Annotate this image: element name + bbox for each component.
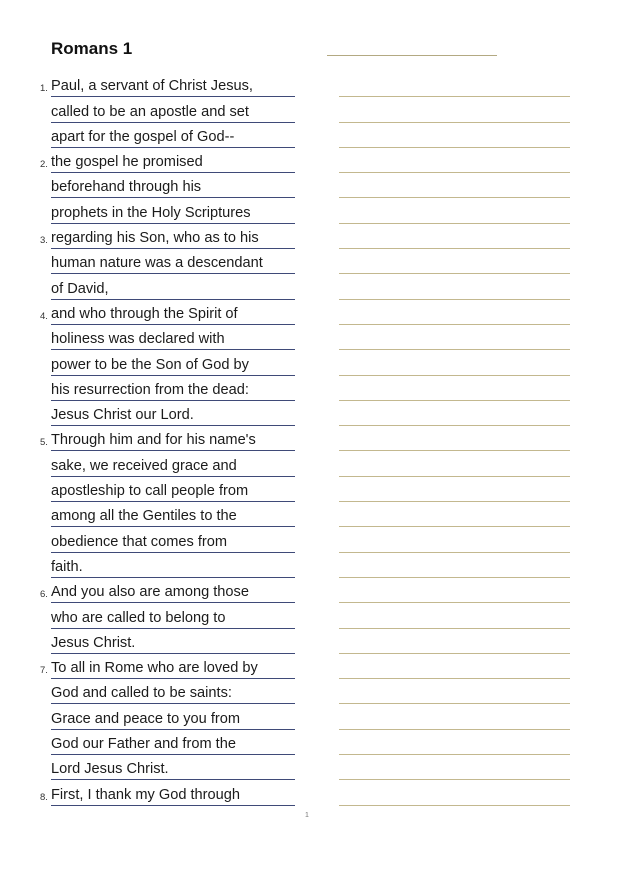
verse-line <box>0 527 300 552</box>
verse-number: 1. <box>40 83 48 95</box>
verse-text: Grace and peace to you from <box>51 710 241 727</box>
verse-number: 7. <box>40 665 48 677</box>
verse-text: Jesus Christ our Lord. <box>51 407 194 424</box>
writing-line[interactable] <box>339 97 570 122</box>
verse-text: called to be an apostle and set <box>51 103 249 120</box>
page-marker: 1 <box>305 812 309 819</box>
verse-line <box>0 274 300 299</box>
writing-line[interactable] <box>339 426 570 451</box>
writing-line[interactable] <box>339 704 570 729</box>
verse-number: 3. <box>40 235 48 247</box>
verse-line <box>0 654 300 679</box>
writing-line[interactable] <box>339 198 570 223</box>
verse-line <box>0 502 300 527</box>
writing-line[interactable] <box>339 578 570 603</box>
writing-line[interactable] <box>339 451 570 476</box>
verse-text: apostleship to call people from <box>51 483 249 500</box>
writing-line[interactable] <box>339 224 570 249</box>
writing-line[interactable] <box>339 401 570 426</box>
writing-line[interactable] <box>339 173 570 198</box>
verse-line <box>0 426 300 451</box>
verse-line <box>0 224 300 249</box>
writing-line[interactable] <box>339 553 570 578</box>
writing-line[interactable] <box>339 780 570 805</box>
writing-line[interactable] <box>339 502 570 527</box>
verse-text: God and called to be saints: <box>51 685 232 702</box>
verse-text: Lord Jesus Christ. <box>51 761 169 778</box>
writing-line[interactable] <box>339 477 570 502</box>
page-title: Romans 1 <box>51 39 133 58</box>
verse-text-column <box>0 72 300 806</box>
verse-underline <box>51 805 295 806</box>
verse-line <box>0 679 300 704</box>
writing-line[interactable] <box>339 350 570 375</box>
verse-text: And you also are among those <box>51 584 249 601</box>
verse-text: and who through the Spirit of <box>51 305 238 322</box>
verse-line <box>0 376 300 401</box>
writing-line[interactable] <box>339 148 570 173</box>
verse-line <box>0 755 300 780</box>
verse-line <box>0 401 300 426</box>
verse-line <box>0 451 300 476</box>
title-writing-line <box>327 55 497 56</box>
verse-number: 4. <box>40 310 48 322</box>
writing-line[interactable] <box>339 249 570 274</box>
verse-text: power to be the Son of God by <box>51 356 249 373</box>
verse-line <box>0 578 300 603</box>
verse-text: sake, we received grace and <box>51 457 237 474</box>
handwriting-practice-column <box>339 72 570 806</box>
writing-line[interactable] <box>339 123 570 148</box>
verse-line <box>0 173 300 198</box>
verse-number: 8. <box>40 791 48 803</box>
verse-line <box>0 325 300 350</box>
verse-number: 6. <box>40 589 48 601</box>
verse-text: human nature was a descendant <box>51 255 263 272</box>
writing-line[interactable] <box>339 629 570 654</box>
verse-line <box>0 780 300 805</box>
verse-text: prophets in the Holy Scriptures <box>51 204 251 221</box>
verse-text: apart for the gospel of God-- <box>51 128 235 145</box>
verse-number: 5. <box>40 437 48 449</box>
verse-text: obedience that comes from <box>51 533 228 550</box>
verse-line <box>0 629 300 654</box>
verse-text: regarding his Son, who as to his <box>51 230 259 247</box>
verse-text: beforehand through his <box>51 179 202 196</box>
verse-text: his resurrection from the dead: <box>51 381 249 398</box>
verse-line <box>0 553 300 578</box>
verse-line <box>0 603 300 628</box>
verse-text: the gospel he promised <box>51 154 203 171</box>
writing-line[interactable] <box>339 274 570 299</box>
verse-text: holiness was declared with <box>51 331 225 348</box>
writing-line[interactable] <box>339 654 570 679</box>
verse-line <box>0 704 300 729</box>
verse-line <box>0 148 300 173</box>
verse-line <box>0 300 300 325</box>
verse-text: who are called to belong to <box>51 609 226 626</box>
verse-line <box>0 350 300 375</box>
verse-line <box>0 477 300 502</box>
verse-text: Jesus Christ. <box>51 634 136 651</box>
writing-line[interactable] <box>339 72 570 97</box>
verse-text: among all the Gentiles to the <box>51 508 237 525</box>
verse-line <box>0 249 300 274</box>
verse-line <box>0 72 300 97</box>
verse-text: God our Father and from the <box>51 736 236 753</box>
writing-line[interactable] <box>339 679 570 704</box>
verse-line <box>0 730 300 755</box>
verse-line <box>0 97 300 122</box>
writing-line[interactable] <box>339 603 570 628</box>
writing-line[interactable] <box>339 300 570 325</box>
writing-line[interactable] <box>339 730 570 755</box>
verse-text: To all in Rome who are loved by <box>51 660 258 677</box>
writing-line[interactable] <box>339 527 570 552</box>
writing-line[interactable] <box>339 325 570 350</box>
verse-text: of David, <box>51 280 109 297</box>
verse-text: faith. <box>51 558 83 575</box>
verse-text: Paul, a servant of Christ Jesus, <box>51 78 253 95</box>
writing-line[interactable] <box>339 376 570 401</box>
verse-line <box>0 198 300 223</box>
writing-line[interactable] <box>339 755 570 780</box>
verse-text: Through him and for his name's <box>51 432 256 449</box>
verse-line <box>0 123 300 148</box>
verse-text: First, I thank my God through <box>51 786 240 803</box>
verse-number: 2. <box>40 159 48 171</box>
